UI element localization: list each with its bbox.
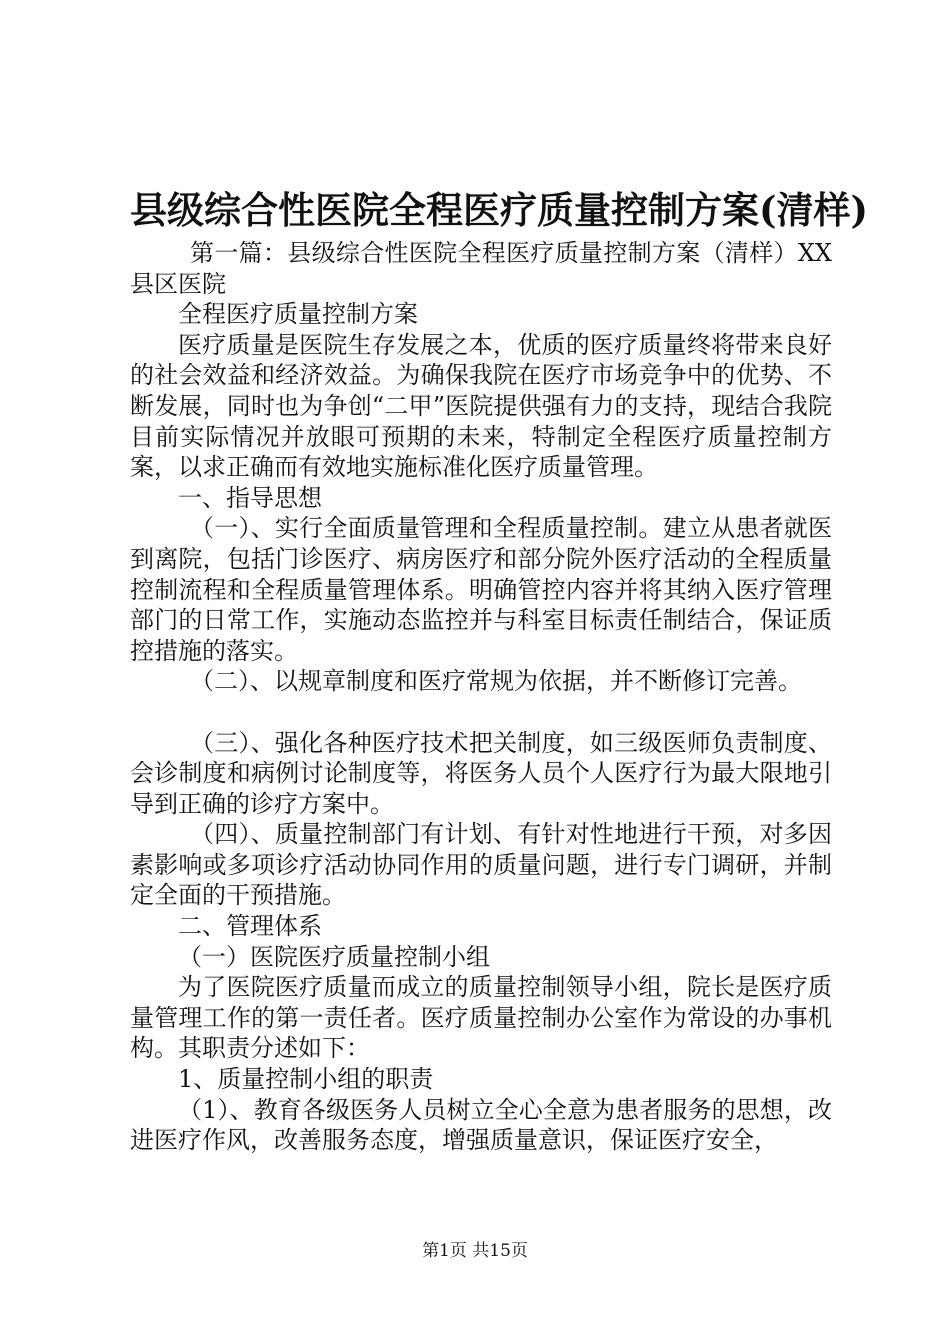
page-footer: 第1页 共15页	[422, 1241, 528, 1261]
paragraph-item-2: （二）、以规章制度和医疗常规为依据，并不断修订完善。	[190, 667, 802, 696]
paragraph-item-4: （四）、质量控制部门有计划、有针对性地进行干预，对多因素影响或多项诊疗活动协同作用的质量问题，进行专门调研，并制定全面的干预措施。	[130, 820, 832, 910]
document-title: 县级综合性医院全程医疗质量控制方案(清样)	[130, 188, 869, 232]
document-body	[130, 238, 832, 1156]
subsection-heading-qc-group: （一）医院医疗质量控制小组	[178, 942, 490, 971]
paragraph-qc-group-desc: 为了医院医疗质量而成立的质量控制领导小组，院长是医疗质量管理工作的第一责任者。医疗质量控制办公室作为常设的办事机构。其职责分述如下：	[130, 973, 832, 1063]
section-heading-guiding-principles: 一、指导思想	[178, 483, 322, 512]
paragraph-item-1: （一）、实行全面质量管理和全程质量控制。建立从患者就医到离院，包括门诊医疗、病房医疗和部分院外医疗活动的全程质量控制流程和全程质量管理体系。明确管控内容并将其纳入医疗管理部门的日常工作，实施动态监控并与科室目标责任制结合，保证质控措施的落实。	[130, 514, 832, 665]
section-heading-management-system: 二、管理体系	[178, 912, 322, 941]
paragraph-item-3: （三）、强化各种医疗技术把关制度，如三级医师负责制度、会诊制度和病例讨论制度等，将医务人员个人医疗行为最大限地引导到正确的诊疗方案中。	[130, 728, 832, 818]
paragraph-plan-name: 全程医疗质量控制方案	[178, 300, 418, 329]
subsection-heading-qc-duties: 1、质量控制小组的职责	[178, 1065, 434, 1094]
paragraph-chapter-heading: 第一篇：县级综合性医院全程医疗质量控制方案（清样）XX县区医院	[130, 239, 832, 298]
paragraph-intro: 医疗质量是医院生存发展之本，优质的医疗质量终将带来良好的社会效益和经济效益。为确保我院在医疗市场竞争中的优势、不断发展，同时也为争创“二甲”医院提供强有力的支持，现结合我院目前实际情况并放眼可预期的未来，特制定全程医疗质量控制方案，以求正确而有效地实施标准化医疗质量管理。	[130, 330, 832, 482]
blank-line	[130, 697, 832, 728]
paragraph-duty-1: （1）、教育各级医务人员树立全心全意为患者服务的思想，改进医疗作风，改善服务态度，增强质量意识，保证医疗安全，	[130, 1095, 832, 1155]
